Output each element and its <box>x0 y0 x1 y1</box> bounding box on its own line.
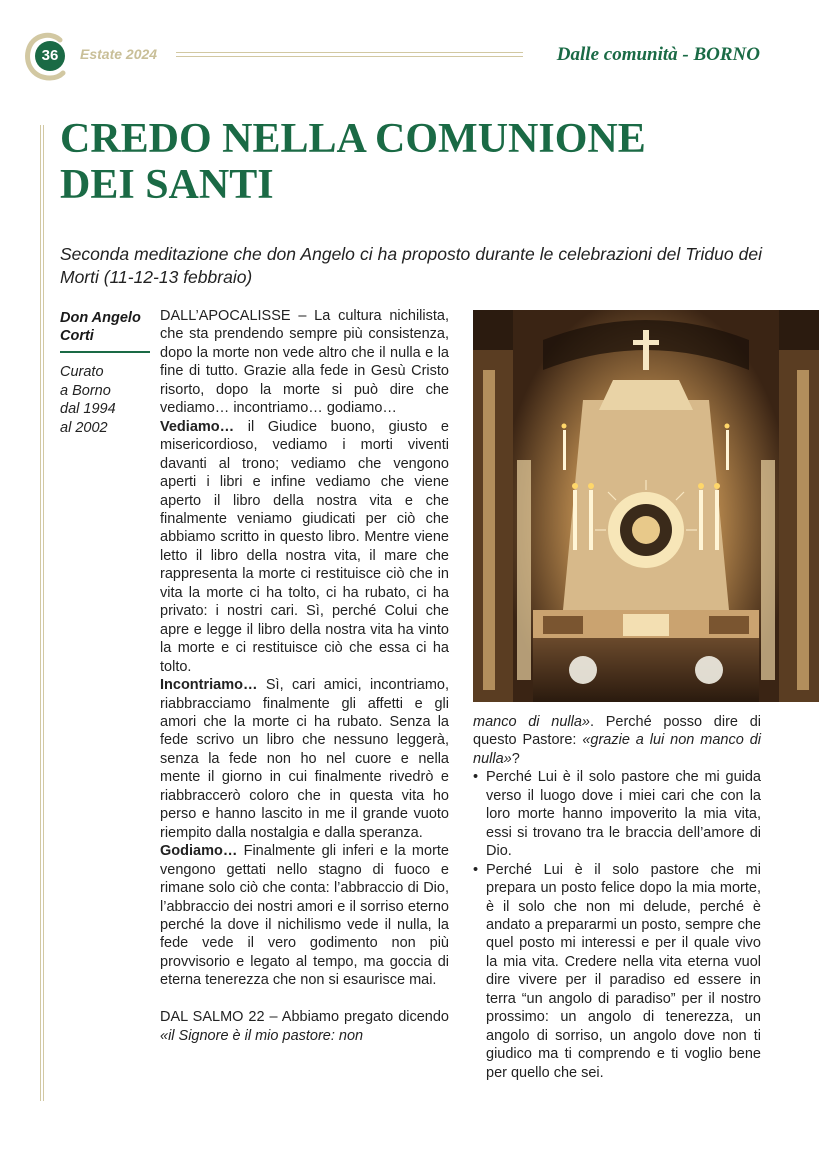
article-title <box>60 116 760 208</box>
article-subtitle: Seconda meditazione che don Angelo ci ha proposto durante le celebrazioni del Triduo dei Morti (11-12-13 febbraio) <box>60 244 762 287</box>
text-vediamo: il Giudice buono, giusto e misericordioso, vediamo i morti viventi davanti al trono; vediamo che vengono aperti i libri e infine vediamo che viene aperto il libro della nostra vita e che finalmente veniamo giudicati per ciò che abbiamo scritto in questo libro. Mentre viene letto il libro della nostra vita, il mare che rappresenta la morte ci restituisce ciò che in vita la morte ci ha tolto, ci ha rubato, ci ha privato: i nostri cari. Sì, perché Colui che apre e legge il libro della nostra vita ha vinto la morte e ci restituisce ciò che essa ci ha tolto. <box>160 418 449 675</box>
article-title-line1: CREDO NELLA COMUNIONE <box>60 116 646 162</box>
lead-vediamo: Vediamo… <box>160 418 235 435</box>
header-rule <box>176 52 523 57</box>
author-name-line2: Corti <box>60 328 94 344</box>
author-rule <box>60 351 150 353</box>
altar-illustration <box>473 310 819 702</box>
paragraph-incontriamo <box>160 676 449 842</box>
author-role-line: al 2002 <box>60 419 108 436</box>
list-item: • Perché Lui è il solo pastore che mi prepara un posto felice dopo la mia morte, è il solo che non mi delude, perché è andato a prepararmi un posto, sempre che quel posto mi interessi e per il quale vivo la mia vita. Credere nella vita eterna vuol dire vivere per il paradiso ed essere in terra “un angolo di paradiso” per il nostro prossimo: un angolo di tenerezza, un angolo di sorriso, un angolo dove non ti giudico ma ti comprendo e ti voglio bene per quello che sei. <box>473 861 761 1082</box>
section-title: Dalle comunità - BORNO <box>556 44 760 65</box>
page-number: 36 <box>35 41 65 71</box>
author-role-line: Curato <box>60 364 104 380</box>
text-continuation: . Perché posso dire di questo Pastore: <box>473 714 761 749</box>
author-role <box>60 363 152 437</box>
body-column-2 <box>473 713 761 1082</box>
paragraph-gap <box>160 990 449 1008</box>
author-name <box>60 309 152 345</box>
text-godiamo: Finalmente gli inferi e la morte vengono gettati nello stagno di fuoco e rimane solo ciò che conta: l’abbraccio di Dio, l’abbraccio dei nostri amori e il sorriso eterno perché la dove il nichilismo vede il nulla, la fede vede il vero godimento non più provvisorio e legato al tempo, ma goccia di eterna tenerezza che non si esaurisce mai. <box>160 843 449 989</box>
quote-continuation: manco di nulla» <box>473 714 590 730</box>
author-role-line: a Borno <box>60 382 111 399</box>
lead-incontriamo: Incontriamo… <box>160 677 258 694</box>
paragraph-salmo <box>160 1008 449 1045</box>
text-incontriamo: Sì, cari amici, incontriamo, riabbracciamo finalmente gli affetti e gli amori che la morte ci ha rubato. Senza la fede scrivo un libro che nessuno leggerà, senza la fede non ho nel cuore e nella mente il giorno in cui finalmente rivedrò e riabbraccerò coloro che in questa vita ho perso e hanno lascito in me il grande vuoto riempito dalla nostalgia e dalla speranza. <box>160 677 449 841</box>
lead-godiamo: Godiamo… <box>160 843 238 860</box>
issue-label: Estate 2024 <box>80 46 158 62</box>
quote-grazie: «grazie a lui non manco di nulla» <box>473 732 761 767</box>
article-title-line2: DEI SANTI <box>60 162 274 208</box>
text-question-mark: ? <box>511 750 520 767</box>
text-salmo: DAL SALMO 22 – Abbiamo pregato dicendo <box>160 1009 449 1026</box>
bullet-list <box>473 768 761 1082</box>
author-role-line: dal 1994 <box>60 401 116 417</box>
paragraph-godiamo <box>160 842 449 990</box>
paragraph-continuation <box>473 713 761 768</box>
paragraph-apocalisse: DALL’APOCALISSE – La cultura nichilista, che sta prendendo sempre più consistenza, dopo la morte non vede altro che il nulla e la fine di tutto. Grazie alla fede in Gesù Cristo risorto, dopo la morte si può dire che vediamo… incontriamo… godiamo… <box>160 308 449 417</box>
author-name-line1: Don Angelo <box>60 310 141 326</box>
church-altar-photo <box>473 310 819 702</box>
quote-salmo: «il Signore è il mio pastore: non <box>160 1027 364 1044</box>
body-column-1 <box>160 307 449 1045</box>
margin-rule <box>40 125 44 1101</box>
paragraph-vediamo <box>160 418 449 676</box>
list-item: • Perché Lui è il solo pastore che mi guida verso il luogo dove i miei cari che con la loro morte hanno impoverito la mia vita, essi si trovano tra le braccia dell’amore di Dio. <box>473 768 761 860</box>
